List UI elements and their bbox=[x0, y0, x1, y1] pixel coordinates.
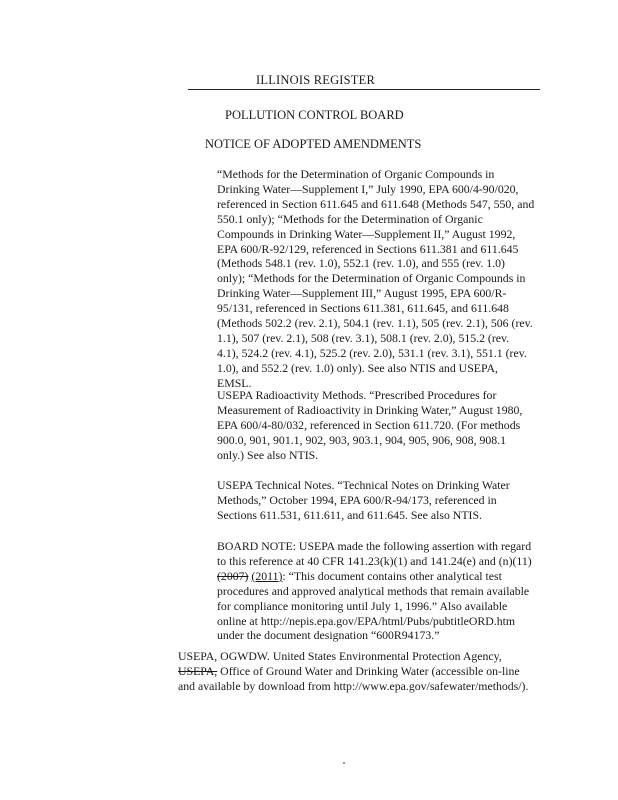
text-line: 1.1), 507 (rev. 2.1), 508 (rev. 3.1), 508.1 (rev. 2.0), 515.2 (rev. bbox=[217, 330, 510, 345]
text-line: procedures and approved analytical methods that remain available bbox=[217, 583, 530, 598]
text-line: 4.1), 524.2 (rev. 4.1), 525.2 (rev. 2.0), 531.1 (rev. 3.1), 551.1 (rev. bbox=[217, 345, 527, 360]
text-line: Drinking Water—Supplement III,” August 1995, EPA 600/R- bbox=[217, 286, 507, 301]
ogwdw-paragraph bbox=[178, 649, 548, 694]
text-line: BOARD NOTE: USEPA made the following assertion with regard bbox=[217, 539, 532, 553]
text-line: USEPA Radioactivity Methods. “Prescribed Procedures for bbox=[217, 388, 497, 402]
text-line: 1.0), and 552.2 (rev. 1.0) only). See also NTIS and USEPA, bbox=[217, 360, 498, 375]
text-line: Measurement of Radioactivity in Drinking Water,” August 1980, bbox=[217, 402, 523, 417]
text-line: Sections 611.531, 611.611, and 611.645. See also NTIS. bbox=[217, 507, 482, 522]
text-line: USEPA Technical Notes. “Technical Notes on Drinking Water bbox=[217, 478, 510, 492]
text-line: 550.1 only); “Methods for the Determination of Organic bbox=[217, 211, 483, 226]
text-line: only.) See also NTIS. bbox=[217, 447, 319, 462]
scan-speck bbox=[343, 762, 345, 764]
notice-heading: NOTICE OF ADOPTED AMENDMENTS bbox=[205, 137, 422, 151]
text-line: (Methods 548.1 (rev. 1.0), 552.1 (rev. 1.0), and 555 (rev. 1.0) bbox=[217, 256, 505, 271]
text-line bbox=[178, 664, 548, 679]
text-line: EPA 600/R-92/129, referenced in Sections 611.381 and 611.645 bbox=[217, 241, 519, 256]
text-fragment: : “This document contains other analytical test bbox=[282, 568, 502, 583]
deleted-text: USEPA, bbox=[178, 663, 218, 678]
deleted-year: (2007) bbox=[217, 568, 249, 583]
text-line: online at http://nepis.epa.gov/EPA/html/Pubs/pubtitleORD.htm bbox=[217, 613, 516, 628]
text-line: Drinking Water—Supplement I,” July 1990, EPA 600/4-90/020, bbox=[217, 181, 519, 196]
text-line: Compounds in Drinking Water—Supplement II,” August 1992, bbox=[217, 226, 516, 241]
text-fragment: Office of Ground Water and Drinking Water (accessible on-line bbox=[217, 663, 520, 678]
text-line: EMSL. bbox=[217, 375, 252, 390]
methods-supplements-paragraph bbox=[217, 167, 547, 391]
text-line bbox=[217, 569, 547, 584]
text-line: USEPA, OGWDW. United States Environmental Protection Agency, bbox=[178, 649, 502, 663]
radioactivity-methods-paragraph bbox=[217, 388, 547, 463]
text-line: EPA 600/4-80/032, referenced in Section 611.720. (For methods bbox=[217, 417, 521, 432]
text-line: and available by download from http://www.epa.gov/safewater/methods/). bbox=[178, 678, 529, 693]
text-line: only); “Methods for the Determination of Organic Compounds in bbox=[217, 271, 526, 286]
text-line: for compliance monitoring until July 1, 1996.” Also available bbox=[217, 598, 508, 613]
text-line: (Methods 502.2 (rev. 2.1), 504.1 (rev. 1.1), 505 (rev. 2.1), 506 (rev. bbox=[217, 316, 533, 331]
text-line: to this reference at 40 CFR 141.23(k)(1) and 141.24(e) and (n)(11) bbox=[217, 553, 532, 568]
text-line: Methods,” October 1994, EPA 600/R-94/173, referenced in bbox=[217, 492, 497, 507]
header-rule bbox=[188, 89, 540, 90]
text-line: referenced in Section 611.645 and 611.648 (Methods 547, 550, and bbox=[217, 196, 535, 211]
text-line: under the document designation “600R94173.” bbox=[217, 628, 440, 643]
inserted-year: (2011) bbox=[251, 568, 283, 583]
board-note-paragraph bbox=[217, 539, 547, 643]
register-title: ILLINOIS REGISTER bbox=[256, 73, 376, 87]
text-line: 900.0, 901, 901.1, 902, 903, 903.1, 904, 905, 906, 908, 908.1 bbox=[217, 432, 507, 447]
technical-notes-paragraph bbox=[217, 478, 547, 523]
text-line: 95/131, referenced in Sections 611.381, 611.645, and 611.648 bbox=[217, 301, 509, 316]
text-line: “Methods for the Determination of Organic Compounds in bbox=[217, 167, 495, 181]
agency-name: POLLUTION CONTROL BOARD bbox=[225, 108, 404, 122]
